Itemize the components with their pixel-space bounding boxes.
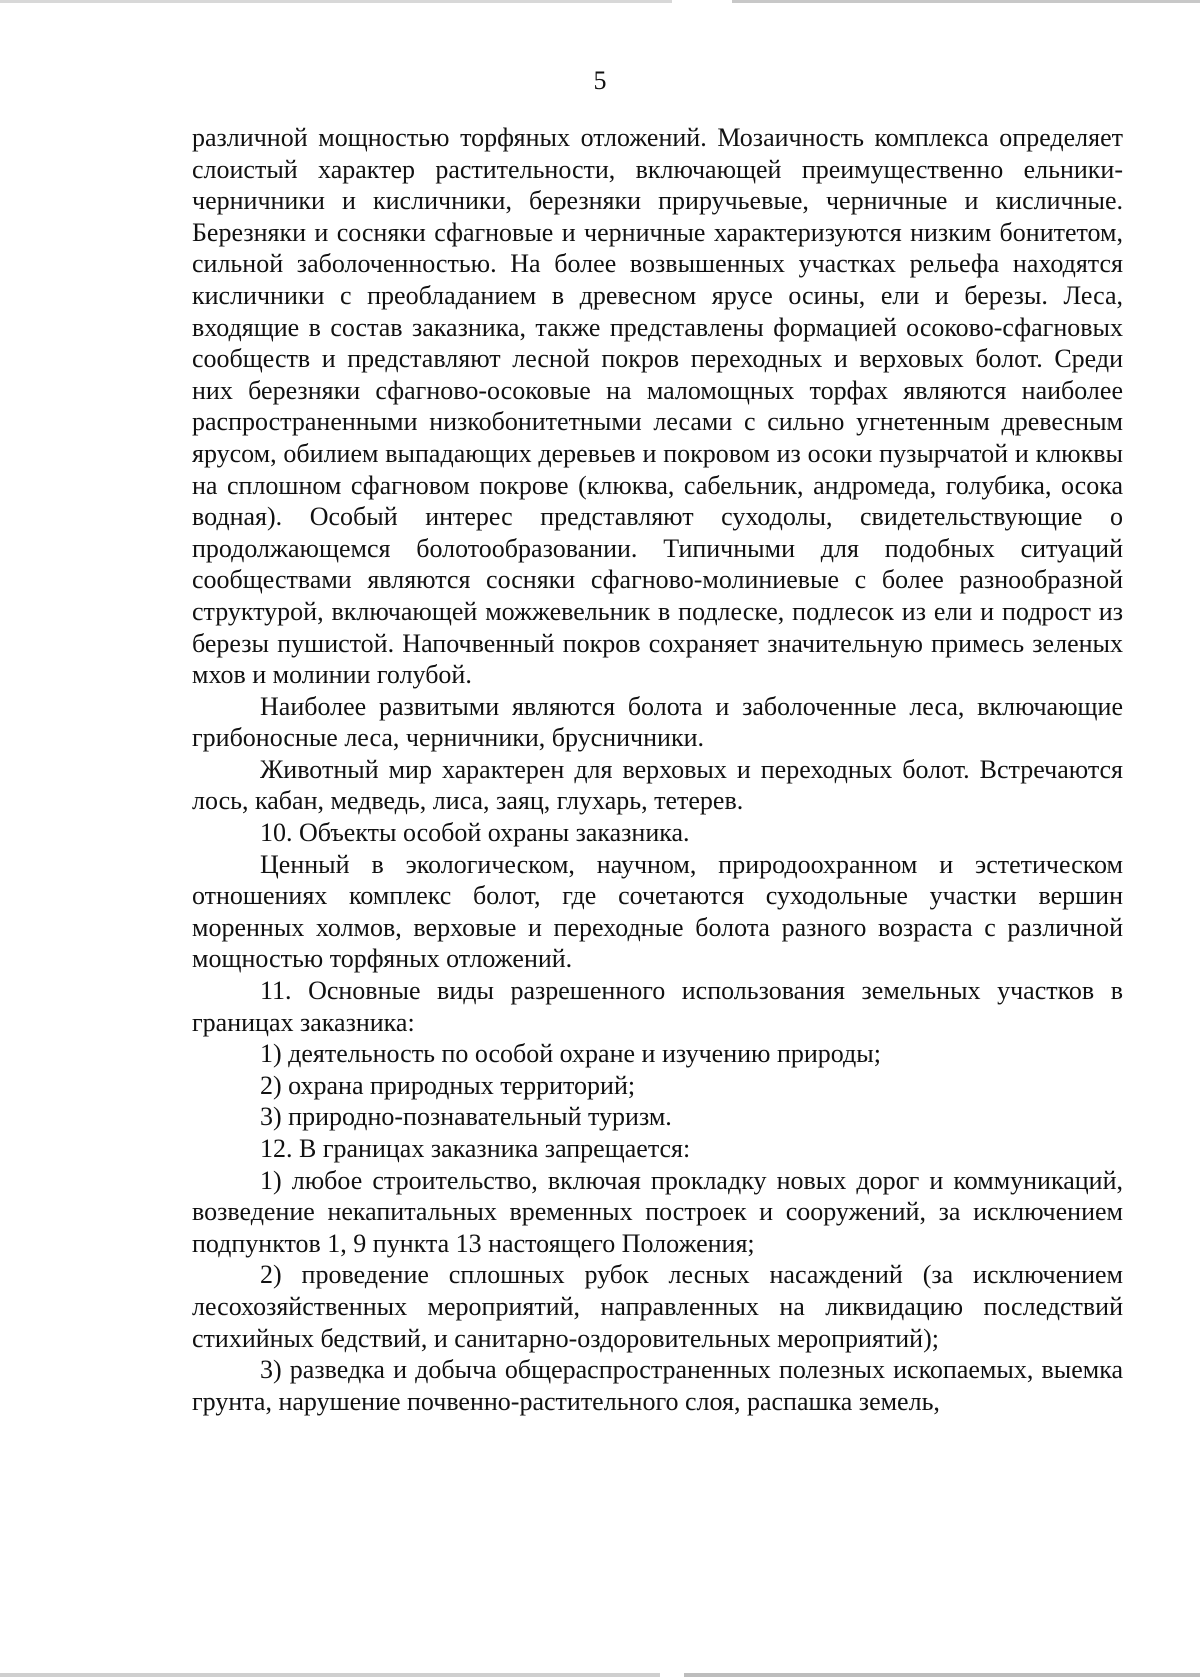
- list-item-allowed-1: 1) деятельность по особой охране и изучению природы;: [260, 1039, 881, 1069]
- section-heading-11: 11. Основные виды разрешенного использования земельных участков в границах заказника:: [192, 976, 1123, 1037]
- page-number: 5: [593, 66, 607, 95]
- list-item-prohibited-1: 1) любое строительство, включая прокладку новых дорог и коммуникаций, возведение некапитальных временных построек и сооружений, за исключением подпунктов 1, 9 пункта 13 настоящего Положения;: [192, 1165, 1123, 1258]
- section-heading-12: 12. В границах заказника запрещается:: [260, 1134, 691, 1163]
- scan-edge-bottom: [0, 1673, 1200, 1677]
- list-item-allowed-2: 2) охрана природных территорий;: [260, 1070, 636, 1100]
- document-body: [192, 122, 1123, 1417]
- paragraph-protected-objects: Ценный в экологическом, научном, природоохранном и эстетическом отношениях комплекс болот, где сочетаются суходольные участки вершин моренных холмов, верховые и переходные болота разного возраста с различной мощностью торфяных отложений.: [192, 849, 1123, 974]
- section-heading-10: 10. Объекты особой охраны заказника.: [260, 818, 690, 848]
- scan-edge-top: [0, 0, 1200, 3]
- paragraph-fauna: Животный мир характерен для верховых и переходных болот. Встречаются лось, кабан, медведь, лиса, заяц, глухарь, тетерев.: [192, 754, 1123, 816]
- paragraph-bogs: Наиболее развитыми являются болота и заболоченные леса, включающие грибоносные леса, черничники, брусничники.: [192, 691, 1123, 753]
- list-item-prohibited-3: 3) разведка и добыча общераспространенных полезных ископаемых, выемка грунта, нарушение почвенно-растительного слоя, распашка земель,: [192, 1355, 1123, 1416]
- list-item-allowed-3: 3) природно-познавательный туризм.: [260, 1102, 672, 1132]
- list-item-prohibited-2: 2) проведение сплошных рубок лесных насаждений (за исключением лесохозяйственных мероприятий, направленных на ликвидацию последствий стихийных бедствий, и санитарно-оздоровительных мероприятий);: [192, 1260, 1123, 1353]
- paragraph-vegetation: различной мощностью торфяных отложений. Мозаичность комплекса определяет слоистый характер растительности, включающей преимущественно ельники-черничники и кисличники, березняки приручьевые, черничные и кисличные. Березняки и сосняки сфагновые и черничные характеризуются низким бонитетом, сильной заболоченностью. На более возвышенных участках рельефа находятся кисличники с преобладанием в древесном ярусе осины, ели и березы. Леса, входящие в состав заказника, также представлены формацией осоково-сфагновых сообществ и представляют лесной покров переходных и верховых болот. Среди них березняки сфагново-осоковые на маломощных торфах являются наиболее распространенными низкобонитетными лесами с сильно угнетенным древесным ярусом, обилием выпадающих деревьев и покровом из осоки пузырчатой и клюквы на сплошном сфагновом покрове (клюква, сабельник, андромеда, голубика, осока водная). Особый интерес представляют суходолы, свидетельствующие о продолжающемся болотообразовании. Типичными для подобных ситуаций сообществами являются сосняки сфагново-молиниевые с более разнообразной структурой, включающей можжевельник в подлеске, подлесок из ели и подрост из березы пушистой. Напочвенный покров сохраняет значительную примесь зеленых мхов и молинии голубой.: [192, 123, 1123, 690]
